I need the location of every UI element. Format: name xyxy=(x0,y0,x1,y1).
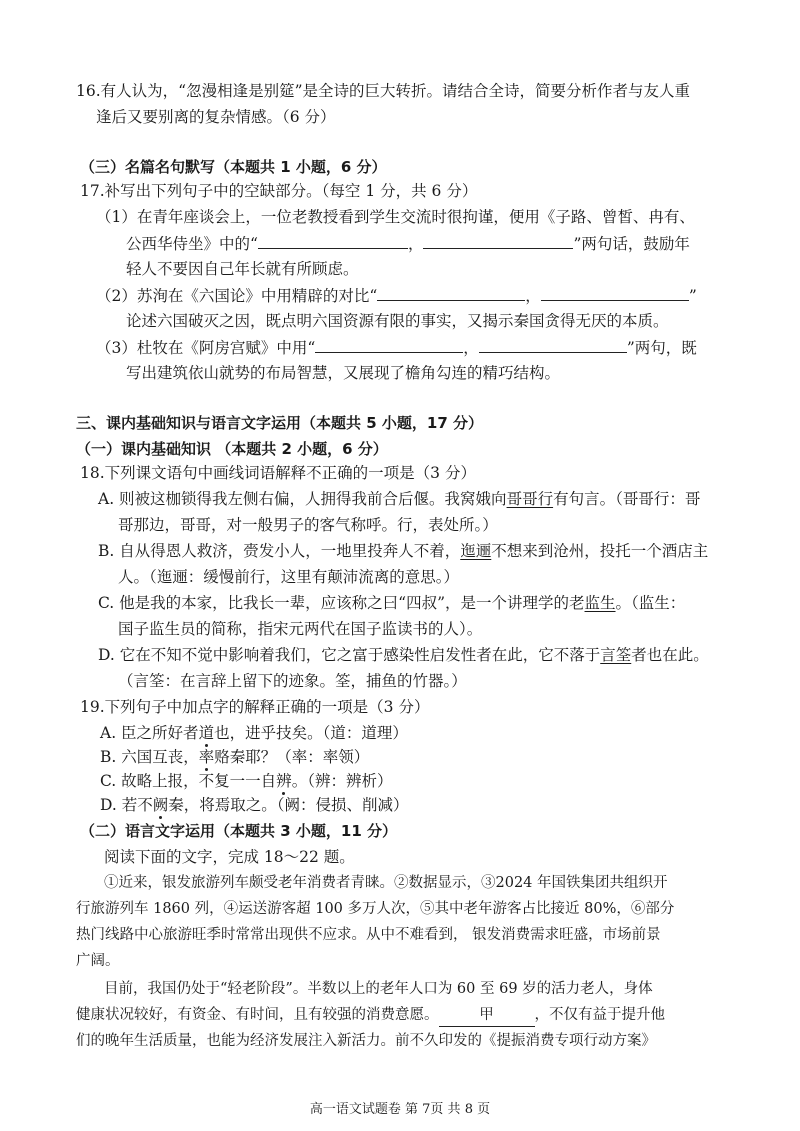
q17-item3-text-pre: （3）杜牧在《阿房宫赋》中用“ xyxy=(96,339,316,357)
section-title-language-use: （二）语言文字运用（本题共 3 小题，11 分） xyxy=(80,822,397,840)
passage-p1-line-1: ①近来，银发旅游列车颇受老年消费者青睐。②数据显示，③2024 年国铁集团共组织开 xyxy=(104,875,668,891)
section-title-basic-knowledge: （一）课内基础知识 （本题共 2 小题，6 分） xyxy=(76,440,388,458)
answer-blank-3[interactable] xyxy=(377,284,525,301)
passage-p2-line-3: 们的晚年生活质量，也能为经济发展注入新活力。前不久印发的《提振消费专项行动方案》 xyxy=(76,1033,656,1049)
passage-blank-jia[interactable] xyxy=(439,1004,535,1027)
q18-option-c-line-2: 国子监生员的简称，指宋元两代在国子监读书的人）。 xyxy=(118,620,483,638)
q19-option-a xyxy=(100,722,408,744)
q18-option-b-text: B. 自从得恩人救济，赍发小人，一地里投奔人不着， xyxy=(98,542,461,560)
q17-item2-line-b: 论述六国破灭之因，既点明六国资源有限的事实，又揭示秦国贪得无厌的本质。 xyxy=(126,312,669,330)
q19-option-b-text: B. 六国互丧， xyxy=(100,748,199,766)
q18-option-b-underlined: 迤逦 xyxy=(460,542,492,560)
q17-item2-text-post: ” xyxy=(688,287,697,305)
section-title-recitation: （三）名篇名句默写（本题共 1 小题，6 分） xyxy=(80,158,387,176)
q17-item1-line-b xyxy=(126,232,690,255)
q17-stem: 17.补写出下列句子中的空缺部分。（每空 1 分，共 6 分） xyxy=(80,182,478,200)
q18-option-d-line-1 xyxy=(98,644,709,666)
answer-blank-6[interactable] xyxy=(479,336,627,353)
q18-option-a-underlined: 哥哥行 xyxy=(506,490,554,508)
q18-option-d-text: D. 它在不知不觉中影响着我们，它之富于感染性启发性者在此，它不落于 xyxy=(98,646,601,664)
passage-p1-line-4: 广阔。 xyxy=(76,953,120,969)
q19-option-d xyxy=(100,794,409,816)
q19-option-d-text-post: 秦，将焉取之。（阙：侵损、削减） xyxy=(168,796,409,814)
q18-option-d-line-2: （言筌：在言辞上留下的迹象。筌，捕鱼的竹器。） xyxy=(118,672,467,690)
q19-option-a-dotted-char: 道 xyxy=(198,724,215,742)
reading-instruction: 阅读下面的文字，完成 18～22 题。 xyxy=(104,848,355,866)
q17-item2-separator: ， xyxy=(525,287,541,305)
q16-line-1: 16.有人认为，“忽漫相逢是别筵”是全诗的巨大转折。请结合全诗，简要分析作者与友人重 xyxy=(76,82,691,100)
passage-p1-line-3: 热门线路中心旅游旺季时常常出现供不应求。从中不难看到， 银发消费需求旺盛，市场前景 xyxy=(76,927,661,943)
q17-item3-line-a xyxy=(96,336,697,359)
q17-item3-separator: ， xyxy=(463,339,479,357)
q19-option-b-dotted-char: 率 xyxy=(198,748,215,766)
q18-option-a-text-post: 有句言。（哥哥行：哥 xyxy=(553,490,701,508)
q17-item2-text-pre: （2）苏洵在《六国论》中用精辟的对比“ xyxy=(96,287,378,305)
q19-option-b-text-post: 赂秦耶？（率：率领） xyxy=(214,748,370,766)
q18-option-c-text-post: 。（监生： xyxy=(615,594,686,612)
answer-blank-2[interactable] xyxy=(423,232,573,249)
answer-blank-1[interactable] xyxy=(258,232,408,249)
q17-item3-text-post: ”两句，既 xyxy=(626,339,697,357)
q19-option-c-text: C. 故略上报，不复一一自 xyxy=(100,772,277,790)
part-three-title: 三、课内基础知识与语言文字运用（本题共 5 小题，17 分） xyxy=(76,414,483,432)
answer-blank-4[interactable] xyxy=(541,284,689,301)
q17-item3-line-b: 写出建筑依山就势的布局智慧，又展现了檐角勾连的精巧结构。 xyxy=(126,364,561,382)
q17-item1-separator: ， xyxy=(407,235,424,253)
q18-option-b-line-1 xyxy=(98,540,708,562)
q17-item2-line-a xyxy=(96,284,697,307)
passage-p2-text: 健康状况较好，有资金、有时间，且有较强的消费意愿。 xyxy=(76,1007,439,1023)
q17-item1-line-c: 轻人不要因自己年长就有所顾虑。 xyxy=(126,260,359,278)
q18-option-c-text: C. 他是我的本家，比我长一辈，应该称之曰“四叔”，是一个讲理学的老 xyxy=(98,594,585,612)
q18-option-c-line-1 xyxy=(98,592,685,614)
q19-option-c-dotted-char: 辨 xyxy=(276,772,292,790)
q18-option-a-line-2: 哥那边，哥哥，对一般男子的客气称呼。行，表处所。） xyxy=(118,516,498,534)
passage-blank-jia-label: 甲 xyxy=(479,1007,494,1023)
q19-stem: 19.下列句子中加点字的解释正确的一项是（3 分） xyxy=(80,698,430,716)
q18-option-b-line-2: 人。（迤逦：缓慢前行，这里有颠沛流离的意思。） xyxy=(118,568,460,586)
q18-option-a-line-1 xyxy=(98,488,700,510)
passage-p2-line-1: 目前，我国仍处于“轻老阶段”。半数以上的老年人口为 60 至 69 岁的活力老人，身体 xyxy=(104,981,653,997)
q16-line-2: 逢后又要别离的复杂情感。（6 分） xyxy=(96,108,336,126)
q19-option-c-text-post: 。（辨：辨析） xyxy=(291,772,393,790)
q18-option-b-text-post: 不想来到沧州，投托一个酒店主 xyxy=(491,542,709,560)
q17-item1-text-pre: 公西华侍坐》中的“ xyxy=(126,235,258,253)
q19-option-d-dotted-char: 阙 xyxy=(152,796,169,814)
q19-option-a-text: A. 臣之所好者 xyxy=(100,724,199,742)
answer-blank-5[interactable] xyxy=(315,336,463,353)
passage-p2-text-post: ，不仅有益于提升他 xyxy=(534,1007,665,1023)
q17-item1-text-post: ”两句话，鼓励年 xyxy=(573,235,690,253)
q18-option-d-underlined: 言筌 xyxy=(600,646,632,664)
q17-item1-line-a: （1）在青年座谈会上，一位老教授看到学生交流时很拘谨，便用《子路、曾皙、冉有、 xyxy=(96,208,695,226)
q19-option-c xyxy=(100,770,392,792)
q19-option-b xyxy=(100,746,369,768)
passage-p1-line-2: 行旅游列车 1860 列，④运送游客超 100 多万人次，⑤其中老年游客占比接近 80%，⑥部分 xyxy=(76,901,675,917)
q18-option-d-text-post: 者也在此。 xyxy=(631,646,709,664)
q19-option-d-text: D. 若不 xyxy=(100,796,153,814)
q19-option-a-text-post: 也，进乎技矣。（道：道理） xyxy=(214,724,408,742)
q18-stem: 18.下列课文语句中画线词语解释不正确的一项是（3 分） xyxy=(80,464,476,482)
q18-option-c-underlined: 监生 xyxy=(584,594,616,612)
q18-option-a-text: A. 则被这枷锁得我左侧右偏，人拥得我前合后偃。我窝娥向 xyxy=(98,490,507,508)
passage-p2-line-2 xyxy=(76,1004,665,1027)
page-footer: 高一语文试题卷 第 7页 共 8 页 xyxy=(309,1102,491,1117)
